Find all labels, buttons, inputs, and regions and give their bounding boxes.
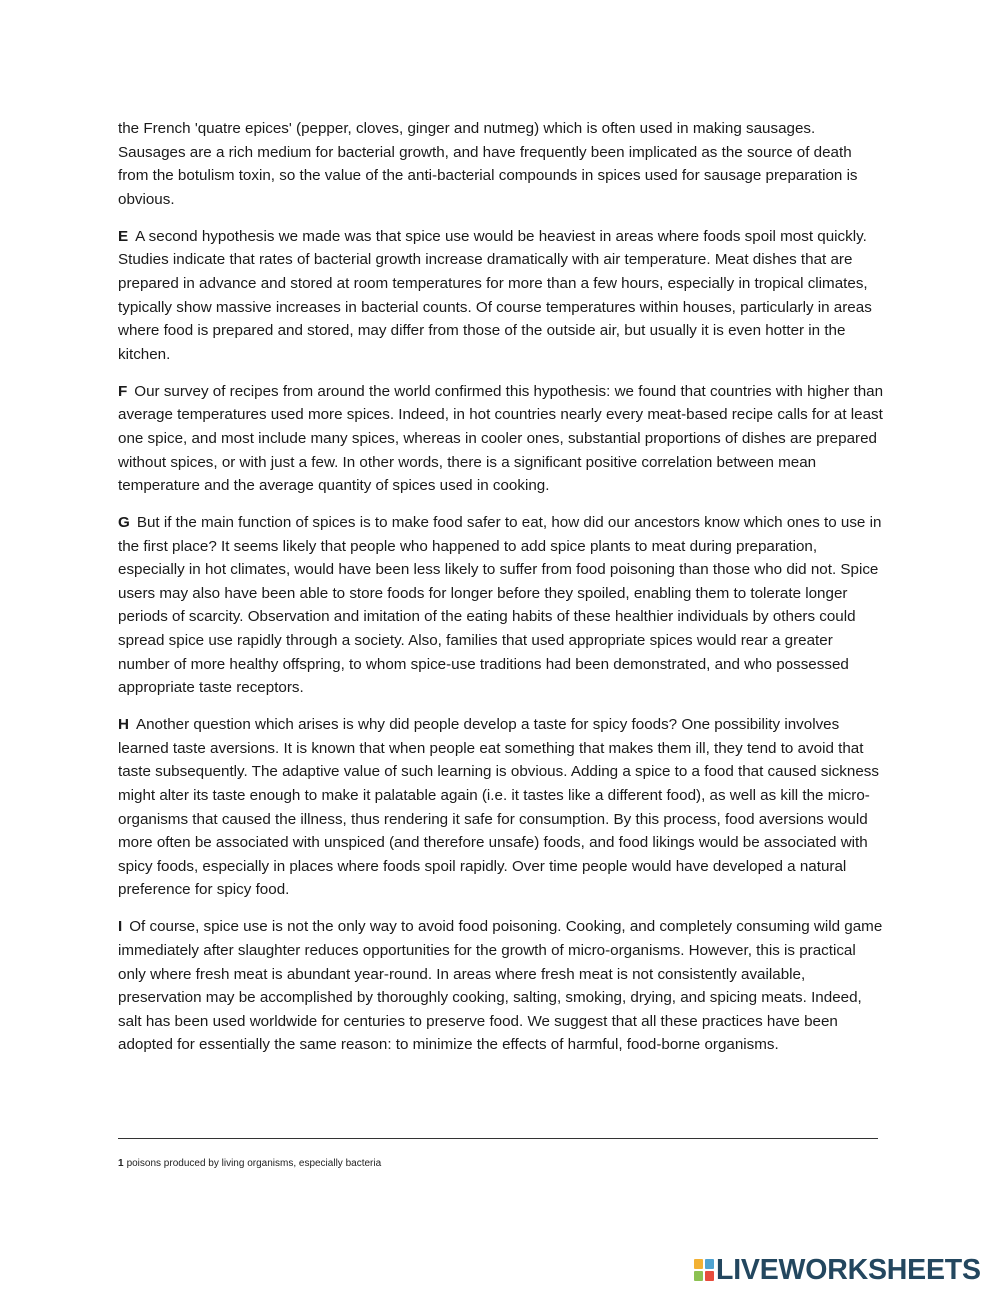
paragraph-text: A second hypothesis we made was that spice use would be heaviest in areas where foods spoil most quickly. Studies indicate that rates of bacterial growth increase dramatically with air temperature. Meat dishes that are prepared in advance and stored at room temperatures for more than a few hours, especially in tropical climates, typically show massive increases in bacterial counts. Of course temperatures within houses, particularly in areas where food is prepared and stored, may differ from those of the outside air, but usually it is even hotter in the kitchen. — [118, 227, 872, 363]
paragraph-continuation — [118, 117, 886, 211]
footnote-divider — [118, 1138, 878, 1139]
logo-square-icon — [705, 1271, 714, 1281]
paragraph-h — [118, 713, 886, 902]
logo-text: LIVEWORKSHEETS — [716, 1254, 981, 1286]
paragraph-e — [118, 225, 886, 367]
paragraph-letter: I — [118, 918, 123, 936]
logo-square-icon — [705, 1259, 714, 1269]
paragraph-i — [118, 915, 886, 1057]
article-body — [118, 117, 886, 1070]
paragraph-letter: H — [118, 716, 129, 734]
paragraph-text: But if the main function of spices is to make food safer to eat, how did our ancestors know which ones to use in the first place? It seems likely that people who happened to add spice plants to meat during preparation, especially in hot climates, would have been less likely to suffer from food poisoning than those who did not. Spice users may also have been able to store foods for longer before they spoiled, enabling them to tolerate longer periods of scarcity. Observation and imitation of the eating habits of these healthier individuals by others could spread spice use rapidly through a society. Also, families that used appropriate spices would rear a greater number of more healthy offspring, to whom spice-use traditions had been demonstrated, and who possessed appropriate taste receptors. — [118, 514, 882, 697]
logo-square-icon — [694, 1259, 703, 1269]
footnote — [118, 1157, 381, 1171]
paragraph-letter: E — [118, 227, 129, 245]
paragraph-text: Another question which arises is why did people develop a taste for spicy foods? One possibility involves learned taste aversions. It is known that when people eat something that makes them ill, they tend to avoid that taste subsequently. The adaptive value of such learning is obvious. Adding a spice to a food that caused sickness might alter its taste enough to make it palatable again (i.e. it tastes like a different food), as well as kill the micro-organisms that caused the illness, thus rendering it safe for consumption. By this process, food aversions would more often be associated with unspiced (and therefore unsafe) foods, and food likings would be associated with spicy foods, especially in places where foods spoil rapidly. Over time people would have developed a natural preference for spicy food. — [118, 716, 879, 899]
footnote-number: 1 — [118, 1158, 124, 1169]
logo-square-icon — [694, 1271, 703, 1281]
liveworksheets-logo[interactable] — [694, 1255, 981, 1285]
paragraph-letter: G — [118, 514, 130, 532]
paragraph-g — [118, 511, 886, 700]
paragraph-letter: F — [118, 382, 128, 400]
paragraph-text: Of course, spice use is not the only way to avoid food poisoning. Cooking, and completely consuming wild game immediately after slaughter reduces opportunities for the growth of micro-organisms. However, this is practical only where fresh meat is abundant year-round. In areas where fresh meat is not consistently available, preservation may be accomplished by thoroughly cooking, salting, smoking, drying, and spicing meats. Indeed, salt has been used worldwide for centuries to preserve food. We suggest that all these practices have been adopted for essentially the same reason: to minimize the effects of harmful, food-borne organisms. — [118, 918, 883, 1054]
paragraph-text: Our survey of recipes from around the world confirmed this hypothesis: we found that countries with higher than average temperatures used more spices. Indeed, in hot countries nearly every meat-based recipe calls for at least one spice, and most include many spices, whereas in cooler ones, substantial proportions of dishes are prepared without spices, or with just a few. In other words, there is a significant positive correlation between mean temperature and the average quantity of spices used in cooking. — [118, 382, 884, 495]
logo-mark-icon — [694, 1259, 714, 1281]
footnote-text: poisons produced by living organisms, especially bacteria — [126, 1158, 382, 1169]
paragraph-f — [118, 380, 886, 498]
paragraph-text: the French 'quatre epices' (pepper, cloves, ginger and nutmeg) which is often used in making sausages. Sausages are a rich medium for bacterial growth, and have frequently been implicated as the source of death from the botulism toxin, so the value of the anti-bacterial compounds in spices used for sausage preparation is obvious. — [118, 120, 858, 208]
